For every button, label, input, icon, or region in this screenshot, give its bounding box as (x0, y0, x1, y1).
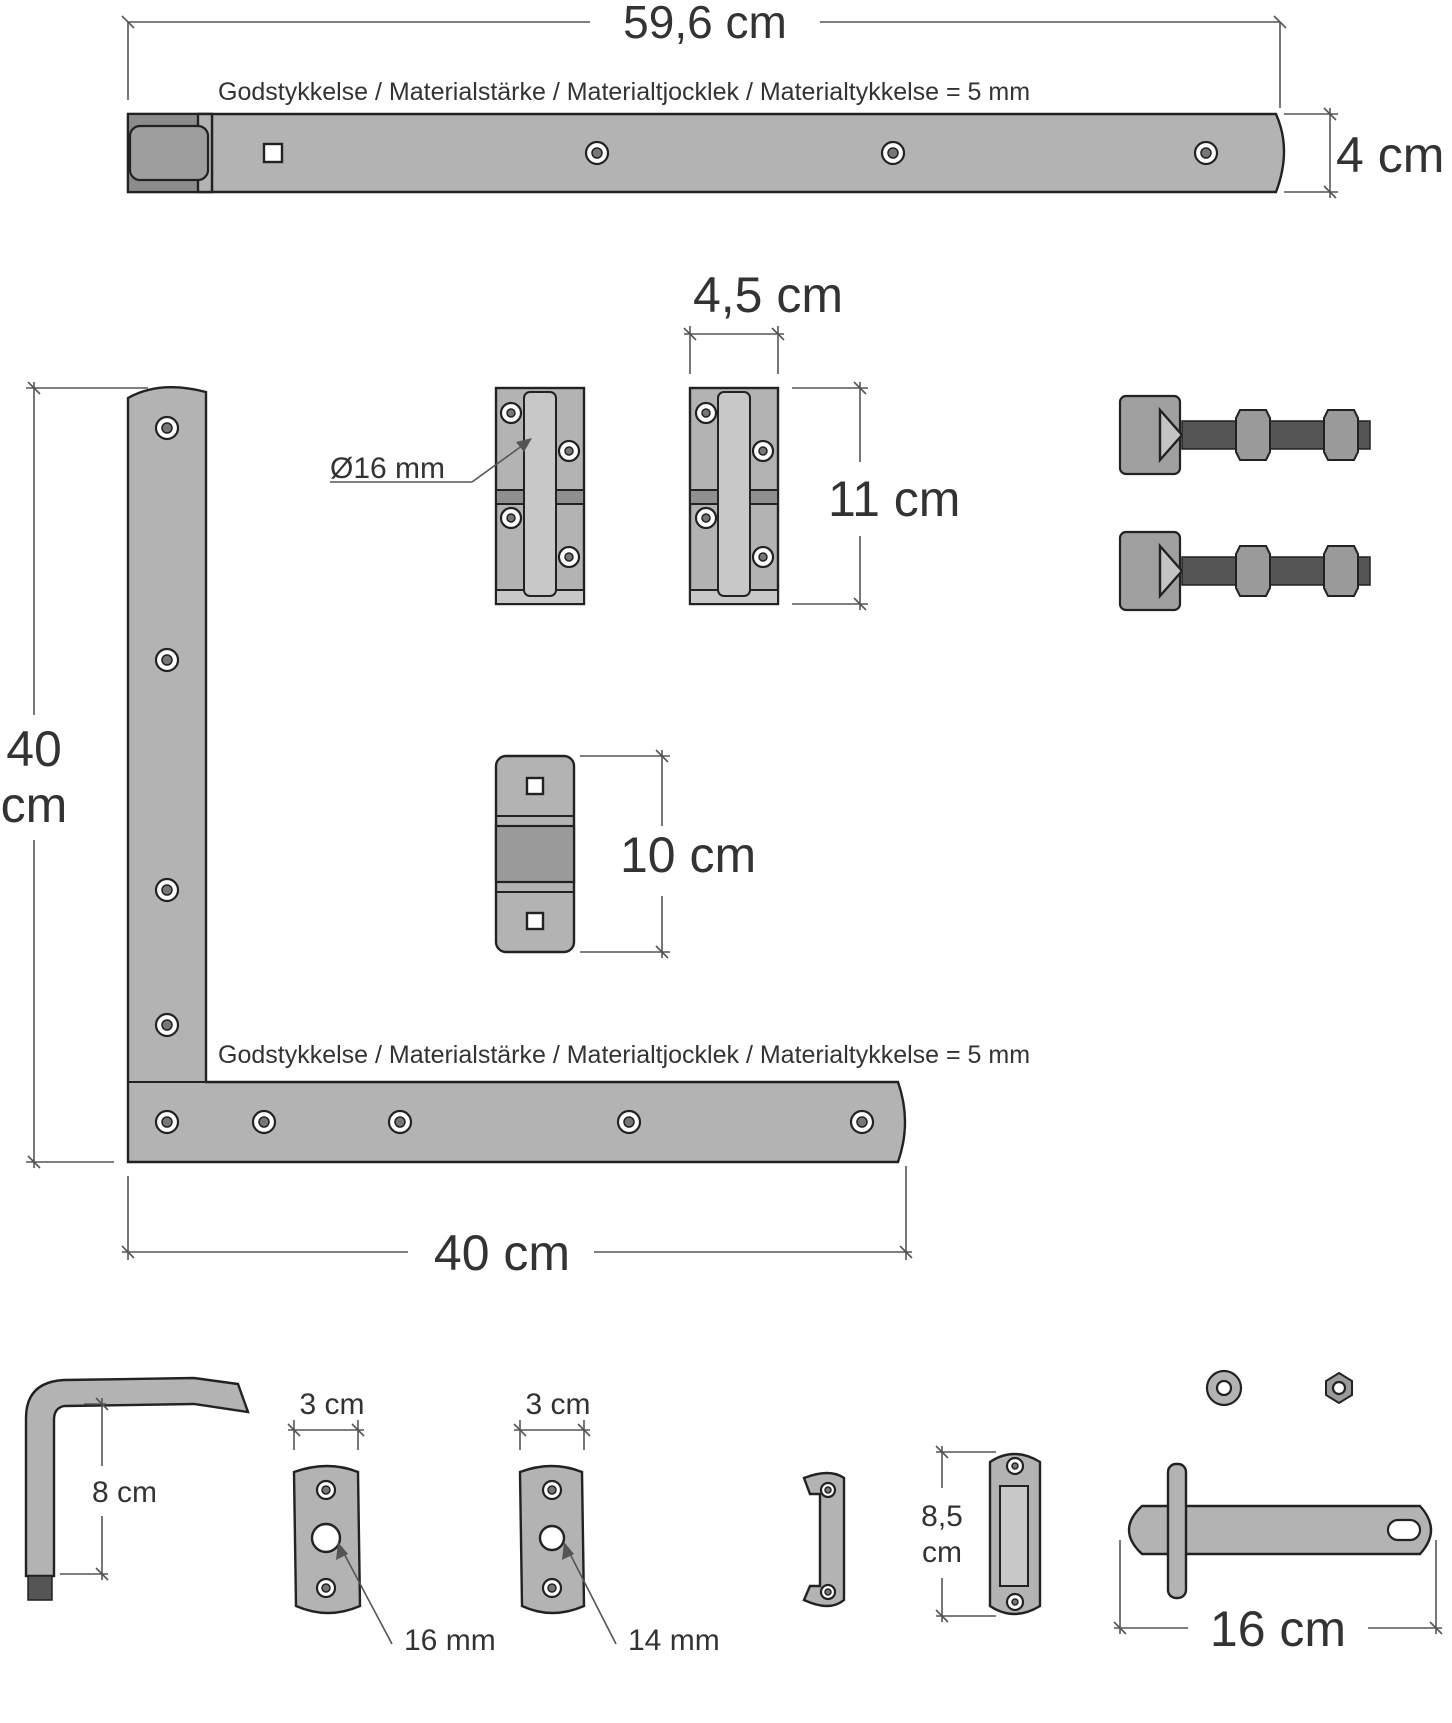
plate2-hole-label: 14 mm (628, 1624, 720, 1657)
keeper-height-label: 10 cm (620, 827, 757, 883)
strap-hinge (128, 114, 1284, 192)
bolt-length-label: 16 cm (1209, 1601, 1347, 1657)
bolt (1129, 1464, 1431, 1598)
pin-diameter-label: Ø16 mm (330, 452, 446, 485)
latch-height-dimension (936, 1446, 996, 1622)
latch-height-number: 8,5 (921, 1500, 963, 1533)
hook-length-label: 8 cm (92, 1476, 158, 1509)
strap-width-dimension (1284, 108, 1338, 198)
latch-catch (804, 1473, 844, 1606)
angle-height-number: 40 (6, 721, 62, 777)
hinge-plate-right (690, 388, 778, 604)
strap-length-label: 59,6 cm (623, 0, 787, 48)
plate1-width-label: 3 cm (299, 1388, 365, 1421)
angle-height-unit: cm (0, 777, 68, 833)
hex-nut (1326, 1373, 1352, 1403)
mount-plate-14mm (520, 1466, 584, 1613)
hinge-plate-left (496, 388, 584, 604)
strap-width-label: 4 cm (1336, 127, 1445, 183)
thickness-note-top: Godstykkelse / Materialstärke / Materialtjocklek / Materialtykkelse = 5 mm (218, 78, 1031, 106)
threaded-pin-upper (1120, 396, 1370, 474)
hinge-width-dimension (684, 326, 784, 374)
mount-plate-16mm (294, 1466, 360, 1613)
thickness-note-angle: Godstykkelse / Materialstärke / Materialtjocklek / Materialtykkelse = 5 mm (218, 1041, 1031, 1069)
threaded-pin-lower (1120, 532, 1370, 610)
washer (1207, 1371, 1241, 1405)
angle-width-label: 40 cm (433, 1225, 571, 1281)
plate2-width-label: 3 cm (525, 1388, 591, 1421)
latch-height-unit: cm (922, 1536, 962, 1569)
hinge-width-label: 4,5 cm (692, 267, 844, 323)
hinge-height-label: 11 cm (828, 471, 961, 527)
latch-plate (990, 1454, 1040, 1614)
keeper-bracket (496, 756, 574, 952)
plate1-hole-label: 16 mm (404, 1624, 496, 1657)
